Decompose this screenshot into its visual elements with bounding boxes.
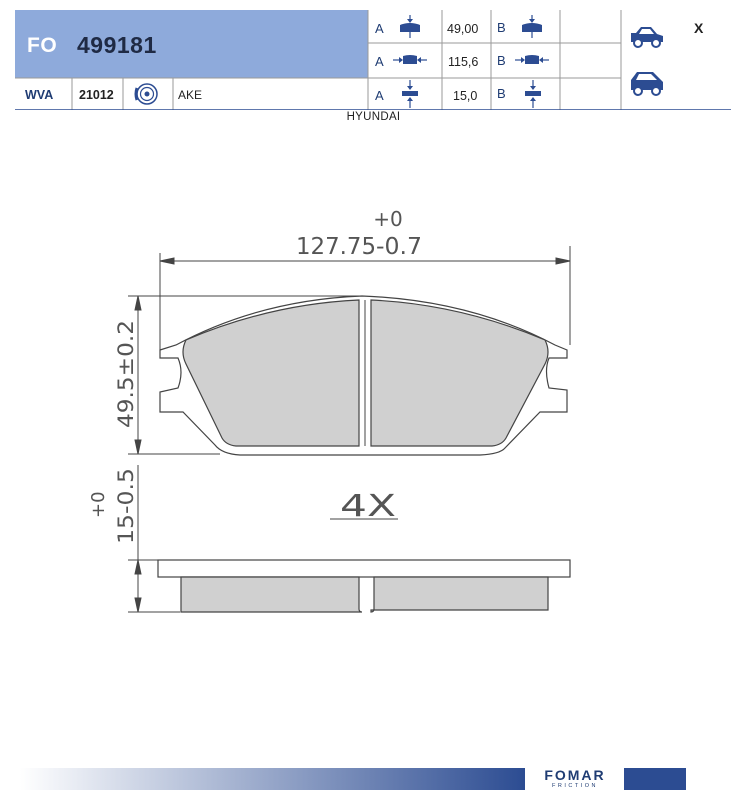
logo-bar bbox=[624, 768, 686, 790]
system-code: AKE bbox=[178, 88, 203, 102]
dim-a-label: A bbox=[375, 21, 384, 36]
width-tol-lower: -0.7 bbox=[376, 234, 422, 260]
dim-a-value: 115,6 bbox=[448, 55, 479, 69]
dim-b-label: B bbox=[497, 53, 506, 68]
thickness-arrow-top bbox=[135, 560, 141, 574]
footer-gradient-bar bbox=[20, 768, 525, 790]
width-arrow-left bbox=[160, 258, 174, 264]
height-label: 49.5±0.2 bbox=[114, 330, 138, 428]
side-friction-right bbox=[371, 577, 548, 612]
height-arrow-bottom bbox=[135, 440, 141, 454]
logo-name: FOMAR bbox=[544, 767, 606, 783]
dim-a-value: 49,00 bbox=[447, 22, 479, 36]
dim-a-label: A bbox=[375, 88, 384, 103]
side-friction-left bbox=[181, 577, 362, 612]
height-arrow-top bbox=[135, 296, 141, 310]
dim-a-label: A bbox=[375, 54, 384, 69]
dim-b-label: B bbox=[497, 20, 506, 35]
width-nominal: 127.75 bbox=[296, 234, 376, 260]
quantity-label: 4X bbox=[340, 489, 396, 524]
axle-mark: X bbox=[694, 20, 704, 36]
width-tol-upper: +0 bbox=[373, 207, 403, 231]
dim-a-value: 15,0 bbox=[453, 89, 478, 103]
side-backing-plate bbox=[158, 560, 570, 577]
wva-label: WVA bbox=[25, 88, 54, 102]
fomar-logo bbox=[528, 768, 622, 790]
thickness-arrow-bottom bbox=[135, 598, 141, 612]
part-number: 499181 bbox=[77, 32, 157, 58]
width-arrow-right bbox=[556, 258, 570, 264]
thickness-upper: +0 bbox=[88, 491, 109, 518]
brand-code: FO bbox=[27, 34, 58, 57]
wva-number: 21012 bbox=[79, 88, 114, 102]
logo-sub: FRICTION bbox=[552, 783, 598, 789]
dim-b-label: B bbox=[497, 86, 506, 101]
thickness-label: 15-0.5 bbox=[114, 476, 138, 544]
vehicle-make: HYUNDAI bbox=[346, 111, 401, 123]
